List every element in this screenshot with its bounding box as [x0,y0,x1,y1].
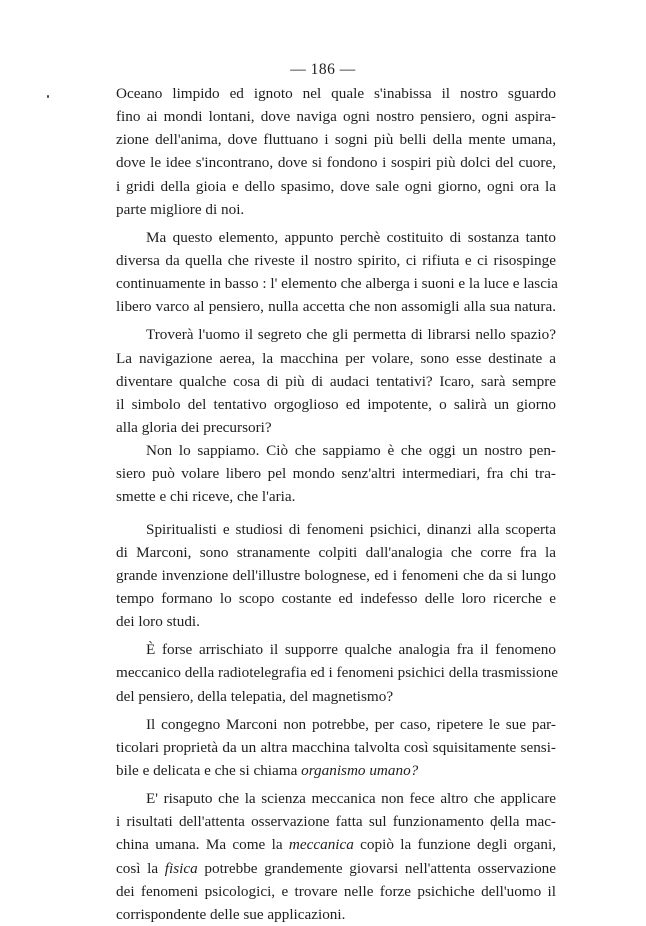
text-line: Troverà l'uomo il segreto che gli permetta di librarsi nello spazio? [146,326,556,344]
text-line: smette e chi riceve, che l'aria. [116,488,296,506]
text-run: così la [116,859,159,877]
text-line: dei loro studi. [116,613,200,631]
text-line: corrispondente delle sue applicazioni. [116,905,346,923]
text-run: china umana. Ma come la [116,836,283,854]
page-number: — 186 — [290,61,356,78]
text-line: ticolari proprietà da un altra macchina talvolta così squisitamente sensi- [116,738,556,756]
text-line: Ma questo elemento, appunto perchè costituito di sostanza tanto [146,228,556,246]
text-line: i risultati dell'attenta osservazione fatta sul funzionamento della mac- [116,813,556,831]
paragraph-4 [116,439,556,508]
text-line: dove le idee s'incontrano, dove si fondono i sospiri più dolci del cuore, [116,154,556,172]
italic-term: fisica [164,859,198,877]
paragraph-7 [116,713,556,782]
text-line: fino ai mondi lontani, dove naviga ogni nostro pensiero, ogni aspira- [116,108,556,126]
paragraph-5 [116,518,556,634]
text-line: Oceano limpido ed ignoto nel quale s'inabissa il nostro sguardo [116,85,556,102]
text-line: continuamente in basso : l' elemento che alberga i suoni e la luce e lascia [116,275,558,293]
margin-speck [47,95,49,98]
text-line: i gridi della gioia e dello spasimo, dove sale ogni giorno, ogni ora la [116,177,556,195]
text-line: Spiritualisti e studiosi di fenomeni psichici, dinanzi alla scoperta [146,520,556,538]
text-line [116,857,556,880]
paragraph-1 [116,82,556,221]
paragraph-8 [116,787,556,926]
text-run: potrebbe grandemente giovarsi nell'attenta osservazione [204,859,557,877]
text-line: zione dell'anima, dove fluttuano i sogni più belli della mente umana, [116,131,556,149]
text-line: La navigazione aerea, la macchina per volare, sono esse destinate a [116,349,556,367]
text-line [116,833,556,856]
text-line: diventare qualche cosa di più di audaci tentativi? Icaro, sarà sempre [116,372,556,390]
text-line: diversa da quella che riveste il nostro spirito, ci rifiuta e ci risospinge [116,251,556,269]
text-line: del pensiero, della telepatia, del magnetismo? [116,687,394,705]
paragraph-3 [116,323,556,439]
text-line: E' risaputo che la scienza meccanica non fece altro che applicare [146,790,556,808]
text-run: bile e delicata e che si chiama [116,761,298,779]
text-line: grande invenzione dell'illustre bolognese, ed i fenomeni che da si lungo [116,566,556,584]
text-line: meccanico della radiotelegrafia ed i fenomeni psichici della trasmissione [116,664,558,682]
italic-term: meccanica [288,836,354,854]
text-line: libero varco al pensiero, nulla accetta che non assomigli alla sua natura. [116,298,556,316]
text-line: dei fenomeni psicologici, e trovare nelle forze psichiche dell'uomo il [116,882,556,900]
text-line: Non lo sappiamo. Ciò che sappiamo è che oggi un nostro pen- [146,442,556,460]
text-line: È forse arrischiato il supporre qualche analogia fra il fenomeno [146,641,556,659]
paragraph-6 [116,638,556,707]
text-line [116,759,556,782]
italic-term: organismo umano? [301,761,419,779]
text-line: Il congegno Marconi non potrebbe, per caso, ripetere le sue par- [146,715,556,733]
text-line: alla gloria dei precursori? [116,418,272,436]
text-line: di Marconi, sono stranamente colpiti dall'analogia che corre fra la [116,543,556,561]
text-run: copiò la funzione degli organi, [360,836,557,854]
text-line: il simbolo del tentativo orgoglioso ed impotente, o salirà un giorno [116,395,556,413]
text-line: parte migliore di noi. [116,200,245,218]
paragraph-2 [116,226,556,319]
text-line: siero può volare libero pel mondo senz'altri intermediari, fra chi tra- [116,465,556,483]
body-text [116,82,556,926]
text-line: tempo formano lo scopo costante ed indefesso delle loro ricerche e [116,589,556,607]
